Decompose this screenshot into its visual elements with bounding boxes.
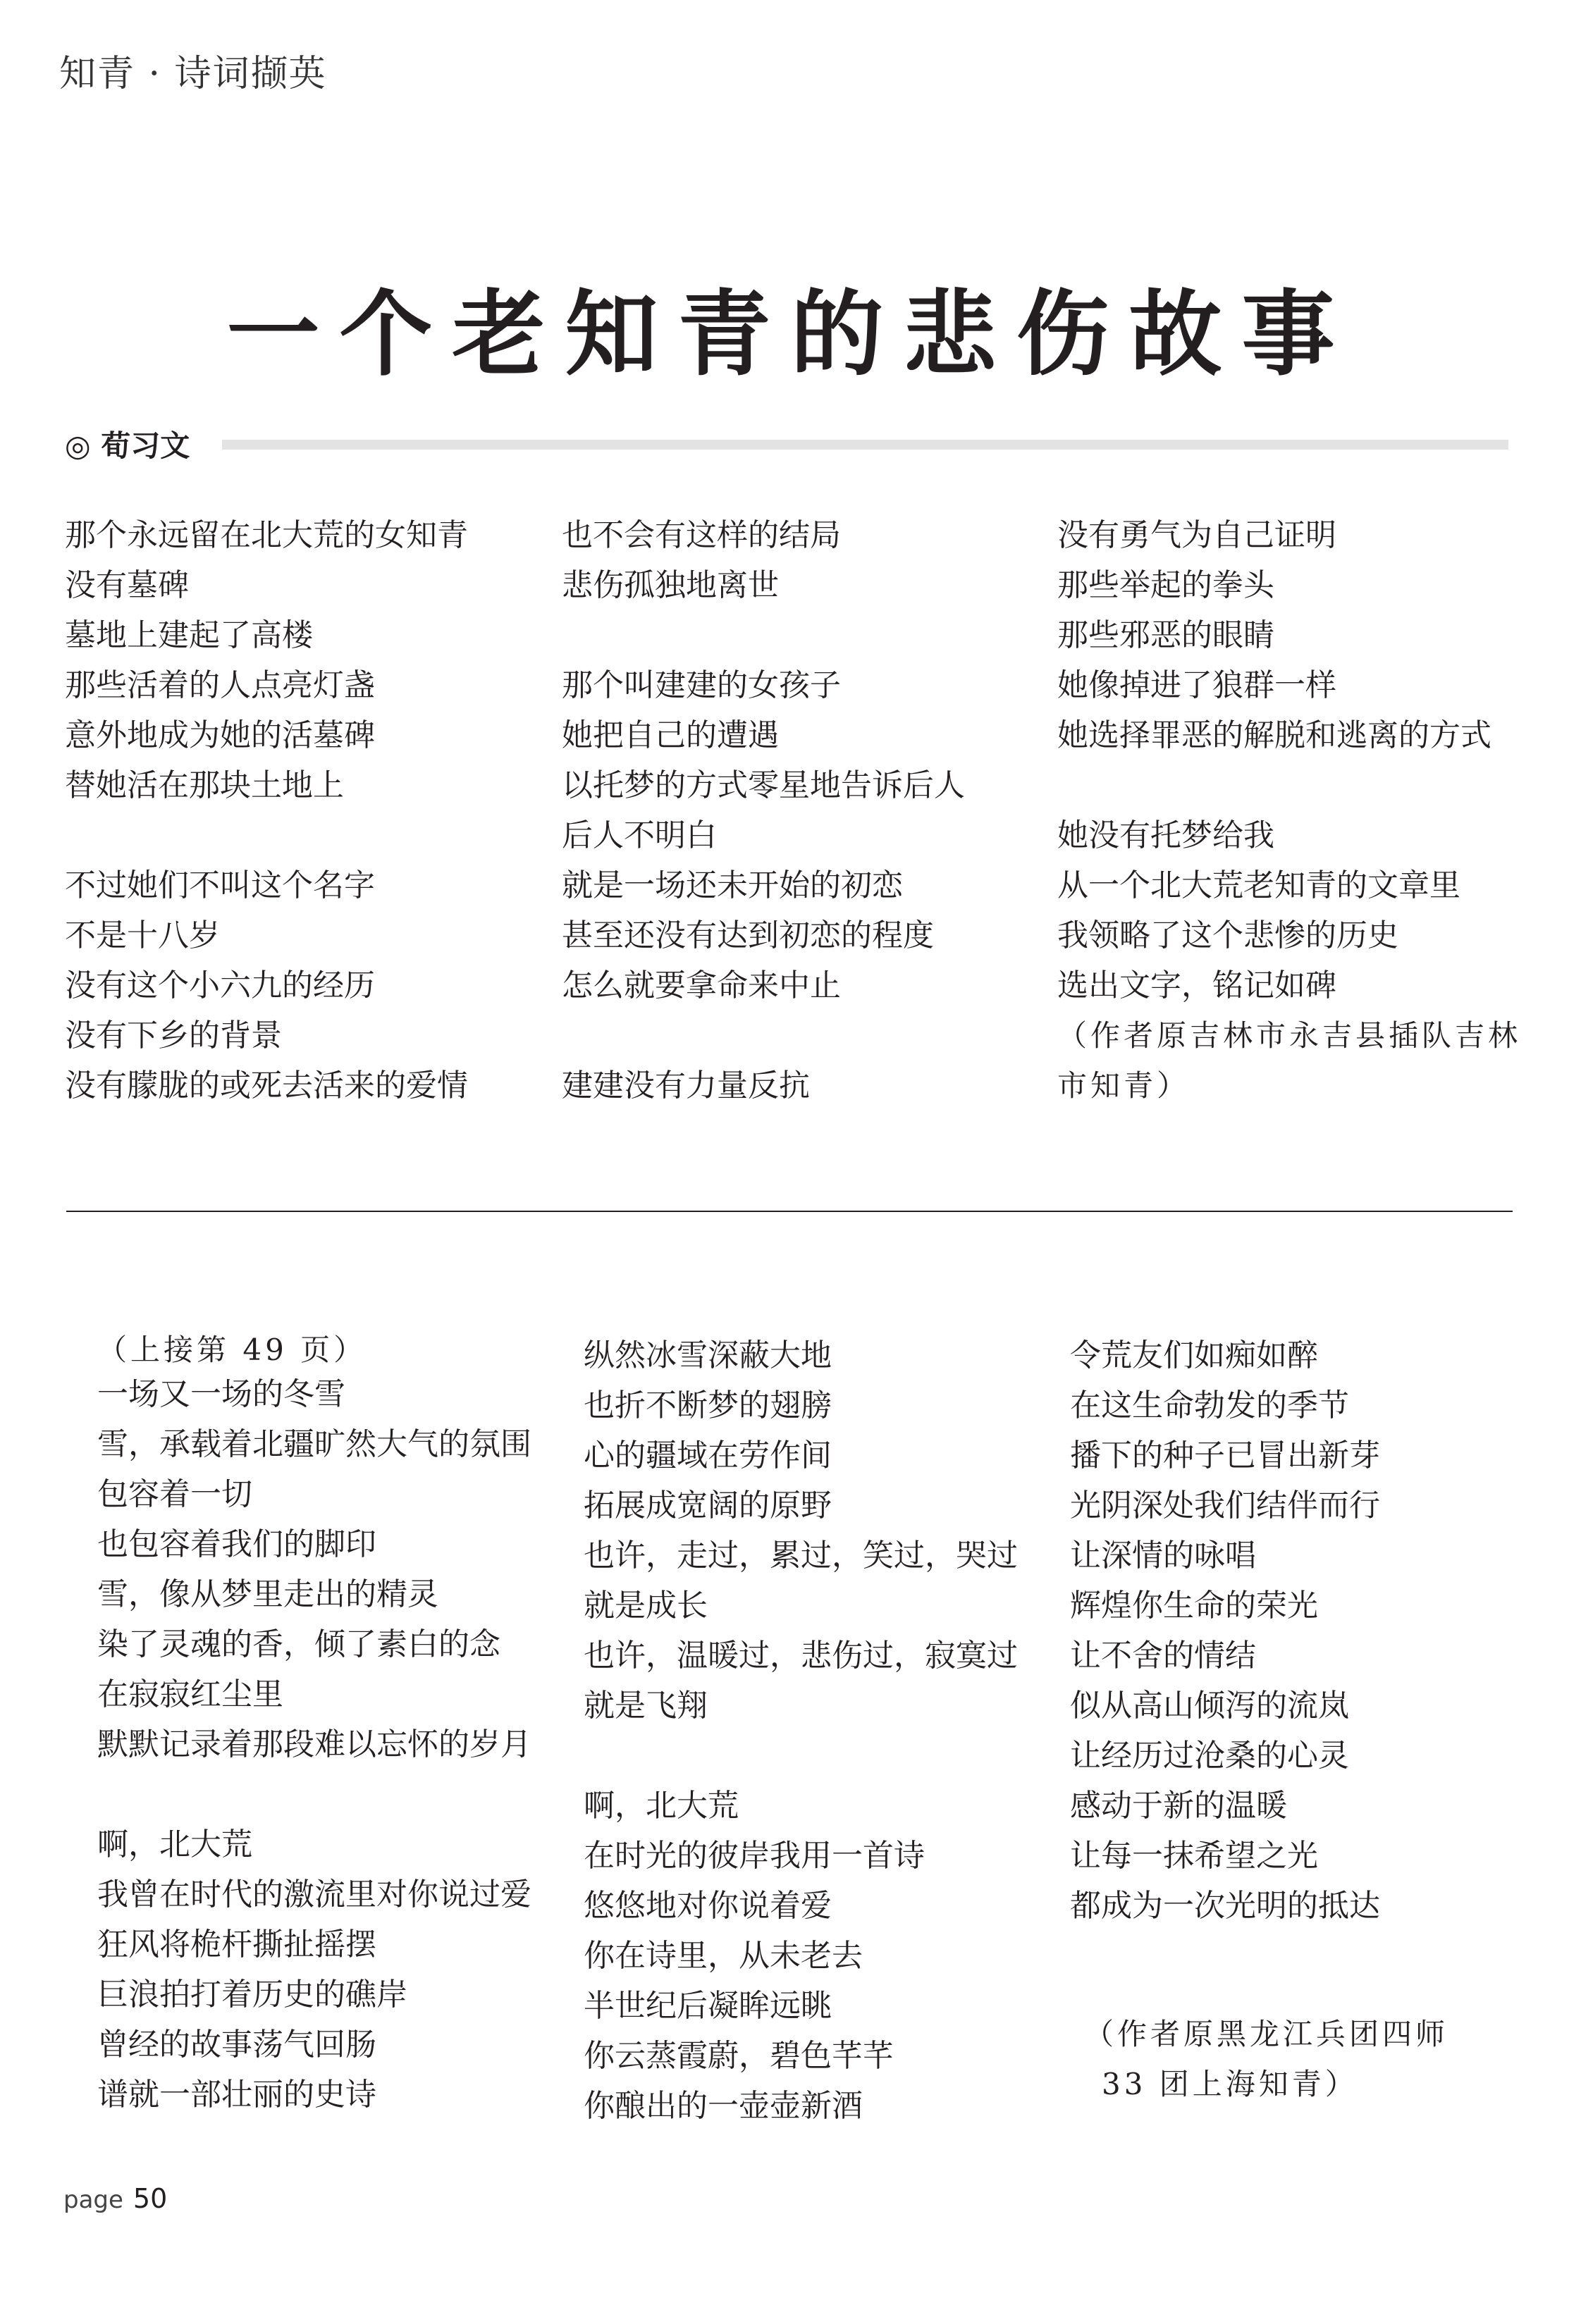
author-note-line: 33 团上海知青） — [1102, 2067, 1358, 2101]
poem-line: 不过她们不叫这个名字 — [65, 867, 375, 903]
stanza-gap — [562, 610, 965, 660]
poem-line: 啊，北大荒 — [97, 1827, 252, 1862]
poem-line: 啊，北大荒 — [584, 1788, 739, 1824]
poem-line: 没有朦胧的或死去活来的爱情 — [65, 1068, 468, 1104]
poem-line: 纵然冰雪深蔽大地 — [584, 1337, 832, 1373]
byline-rule — [222, 440, 1508, 450]
poem-line: 也许，温暖过，悲伤过，寂寞过 — [584, 1638, 1018, 1674]
poem-line: 意外地成为她的活墓碑 — [65, 717, 375, 753]
poem-line: 感动于新的温暖 — [1070, 1788, 1287, 1824]
poem2-column-3 — [1070, 1330, 1448, 2109]
poem-line: 在这生命勃发的季节 — [1070, 1387, 1349, 1423]
poem-line: 默默记录着那段难以忘怀的岁月 — [97, 1726, 531, 1762]
poem-line: 让深情的咏唱 — [1070, 1538, 1256, 1574]
poem-line: 她把自己的遭遇 — [562, 717, 779, 753]
poem-line: 都成为一次光明的抵达 — [1070, 1888, 1380, 1924]
poem-line: 在时光的彼岸我用一首诗 — [584, 1838, 925, 1874]
section-header: 知青 · 诗词撷英 — [59, 53, 327, 95]
stanza-gap — [1057, 760, 1521, 810]
poem-line: 我领略了这个悲惨的历史 — [1057, 917, 1398, 953]
poem-line: 她像掉进了狼群一样 — [1057, 667, 1336, 703]
page-number — [63, 2183, 167, 2214]
poem-line: 没有墓碑 — [65, 567, 189, 603]
poem-line: 我曾在时代的激流里对你说过爱 — [97, 1877, 531, 1912]
poem-line: 雪，承载着北疆旷然大气的氛围 — [97, 1426, 531, 1462]
poem-line: 选出文字，铭记如碑 — [1057, 968, 1336, 1003]
author-byline: ◎ 荀习文 — [65, 428, 190, 463]
poem-line: 也不会有这样的结局 — [562, 517, 841, 553]
poem-line: 让不舍的情结 — [1070, 1638, 1256, 1674]
poem-line: 让经历过沧桑的心灵 — [1070, 1738, 1349, 1774]
poem-line: 包容着一切 — [97, 1476, 252, 1512]
page-label: page — [63, 2186, 123, 2214]
poem-line: 令荒友们如痴如醉 — [1070, 1337, 1318, 1373]
stanza-gap — [65, 810, 468, 860]
poem-line: 染了灵魂的香，倾了素白的念 — [97, 1626, 500, 1662]
poem-line: 怎么就要拿命来中止 — [562, 968, 841, 1003]
poem-line: 从一个北大荒老知青的文章里 — [1057, 867, 1460, 903]
poem-line: 建建没有力量反抗 — [562, 1068, 810, 1104]
poem-line: 一场又一场的冬雪 — [97, 1376, 345, 1412]
poem-line: 没有勇气为自己证明 — [1057, 517, 1336, 553]
poem-line: 光阴深处我们结伴而行 — [1070, 1488, 1380, 1523]
poem-line: 拓展成宽阔的原野 — [584, 1488, 832, 1523]
poem-line: 半世纪后凝眸远眺 — [584, 1988, 832, 2024]
poem-line: 没有下乡的背景 — [65, 1018, 282, 1053]
poem-line: 她没有托梦给我 — [1057, 817, 1274, 853]
poem-title: 一个老知青的悲伤故事 — [226, 280, 1355, 389]
poem-line: 墓地上建起了高楼 — [65, 617, 313, 653]
stanza-gap — [562, 1010, 965, 1061]
poem-line: 悠悠地对你说着爱 — [584, 1888, 832, 1924]
stanza-gap — [584, 1731, 1018, 1781]
poem-line: 似从高山倾泻的流岚 — [1070, 1688, 1349, 1724]
author-note-line: （作者原黑龙江兵团四师 — [1084, 2017, 1449, 2051]
poem-line: 你在诗里，从未老去 — [584, 1938, 863, 1974]
poem-line: 心的疆域在劳作间 — [584, 1438, 832, 1473]
poem-line: 那个叫建建的女孩子 — [562, 667, 841, 703]
poem-line: 那些活着的人点亮灯盏 — [65, 667, 375, 703]
poem-line: 以托梦的方式零星地告诉后人 — [562, 767, 965, 803]
poem-line: 曾经的故事荡气回肠 — [97, 2027, 376, 2063]
poem-line: 悲伤孤独地离世 — [562, 567, 779, 603]
poem-line: 她选择罪恶的解脱和逃离的方式 — [1057, 717, 1491, 753]
stanza-gap — [97, 1769, 531, 1819]
poem-line: 你云蒸霞蔚，碧色芊芊 — [584, 2038, 894, 2074]
poem-line: 也折不断梦的翅膀 — [584, 1387, 832, 1423]
poem-line: 甚至还没有达到初恋的程度 — [562, 917, 934, 953]
continued-note: （上接第 49 页） — [97, 1333, 367, 1367]
poem-line: 就是成长 — [584, 1588, 708, 1624]
author-note-line: （作者原吉林市永吉县插队吉林 — [1057, 1018, 1522, 1053]
poem-line: 你酿出的一壶壶新酒 — [584, 2088, 863, 2124]
poem-line: 那个永远留在北大荒的女知青 — [65, 517, 468, 553]
poem-line: 让每一抹希望之光 — [1070, 1838, 1318, 1874]
poem-line: 不是十八岁 — [65, 917, 220, 953]
poem-line: 也包容着我们的脚印 — [97, 1526, 376, 1562]
poem-line: 替她活在那块土地上 — [65, 767, 344, 803]
poem2-column-1 — [97, 1325, 531, 2120]
author-note-line: 市知青） — [1057, 1068, 1191, 1103]
poem1-column-2 — [562, 510, 965, 1111]
poem-line: 没有这个小六九的经历 — [65, 968, 375, 1003]
poem1-column-1 — [65, 510, 468, 1111]
poem-line: 就是一场还未开始的初恋 — [562, 867, 903, 903]
poem-line: 就是飞翔 — [584, 1688, 708, 1724]
poem1-column-3 — [1057, 510, 1521, 1111]
poem-line: 播下的种子已冒出新芽 — [1070, 1438, 1380, 1473]
page-number-value: 50 — [133, 2183, 168, 2214]
section-divider — [66, 1211, 1513, 1212]
poem-line: 辉煌你生命的荣光 — [1070, 1588, 1318, 1624]
poem-line: 那些举起的拳头 — [1057, 567, 1274, 603]
poem-line: 雪，像从梦里走出的精灵 — [97, 1576, 438, 1612]
poem-line: 在寂寂红尘里 — [97, 1676, 283, 1712]
poem-line: 也许，走过，累过，笑过，哭过 — [584, 1538, 1018, 1574]
poem-line: 狂风将桅杆撕扯摇摆 — [97, 1927, 376, 1963]
poem-line: 后人不明白 — [562, 817, 717, 853]
poem-line: 那些邪恶的眼睛 — [1057, 617, 1274, 653]
poem-line: 巨浪拍打着历史的礁岸 — [97, 1977, 407, 2013]
poem2-column-2 — [584, 1330, 1018, 2131]
poem-line: 谱就一部壮丽的史诗 — [97, 2077, 376, 2113]
